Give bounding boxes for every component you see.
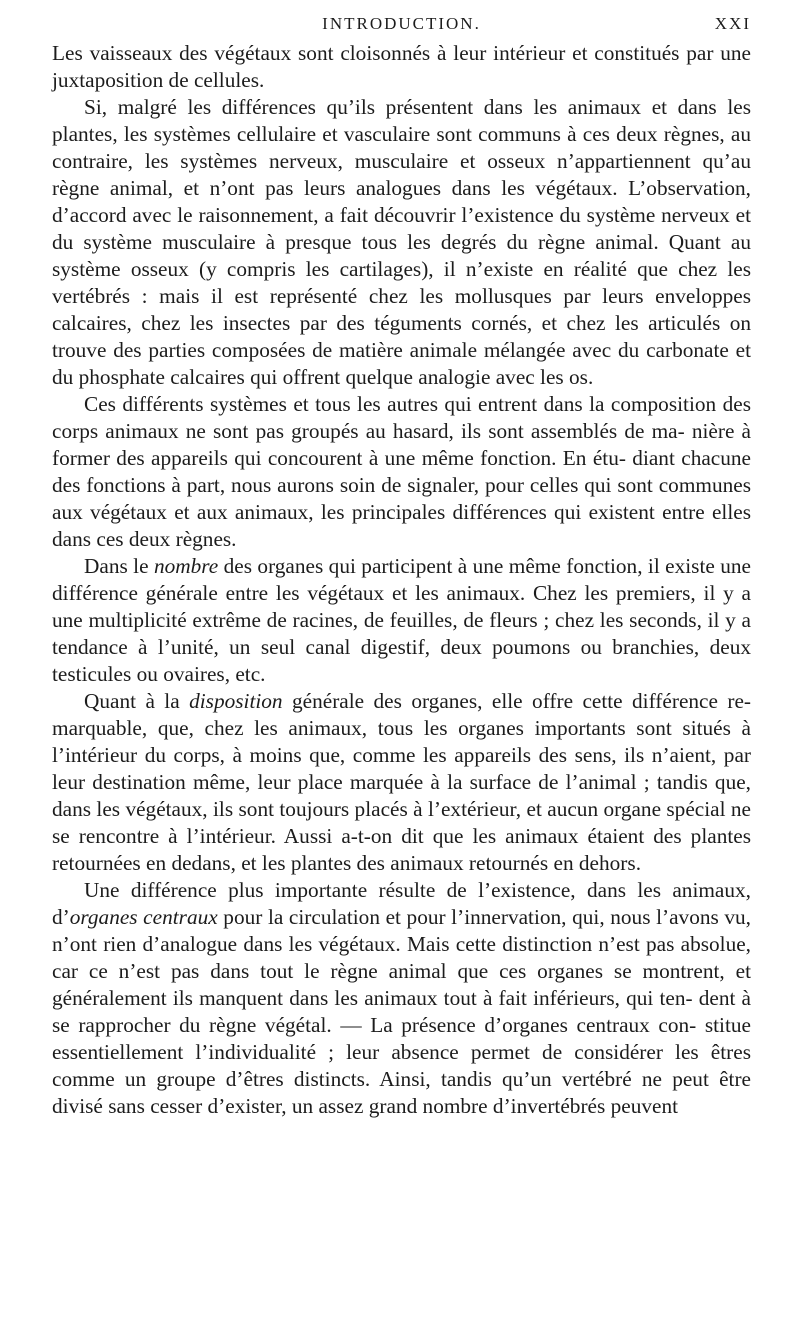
paragraph-1-lead: Les — [52, 41, 90, 65]
paragraph-4 — [52, 553, 751, 688]
paragraph-5-before: Quant à la — [84, 689, 190, 713]
paragraph-6-before: Une différence plus importante résulte de l’existence, dans les animaux, d’ — [52, 878, 751, 929]
paragraph-1-text: vaisseaux des végétaux sont cloisonnés à leur intérieur et constitués par une juxtaposition de cellules. — [52, 41, 752, 92]
paragraph-4-after: des organes qui participent à une même fonction, il existe une différence générale entre les végétaux et les animaux. Chez les premiers, il y a une multiplicité extrême de racines, de feuilles, de fleurs ; chez les seconds, il y a tendance à l’unité, un seul canal digestif, deux poumons ou branchies, deux testicules ou ovaires, etc. — [52, 554, 751, 686]
paragraph-4-before: Dans le — [84, 554, 154, 578]
paragraph-6-emphasis: organes centraux — [69, 905, 218, 929]
paragraph-5 — [52, 688, 751, 877]
paragraph-5-after: générale des organes, elle offre cette différence re- marquable, que, chez les animaux, tous les organes importants sont situés à l’intérieur du corps, à moins que, comme les appareils des sens, ils n’aient, par leur destination même, leur place marquée à la surface de l’animal ; tandis que, dans les végétaux, ils sont toujours placés à l’extérieur, et aucun organe spécial ne se rencontre à l’intérieur. Aussi a-t-on dit que les animaux étaient des plantes retournées en dedans, et les plantes des animaux retournés en dehors. — [52, 689, 751, 875]
paragraph-5-emphasis: disposition — [189, 689, 283, 713]
paragraph-6-after: pour la circulation et pour l’innervation, qui, nous l’avons vu, n’ont rien d’analogue dans les végétaux. Mais cette distinction n’est pas absolue, car ce n’est pas dans tout le règne animal que ces organes se montrent, et généralement ils manquent dans les animaux tout à fait inférieurs, qui ten- dent à se rapprocher du règne végétal. — La présence d’organes centraux con- stitue essentiellement l’individualité ; leur absence permet de considérer les êtres comme un groupe d’êtres distincts. Ainsi, tandis qu’un vertébré ne peut être divisé sans cesser d’exister, un assez grand nombre d’invertébrés peuvent — [52, 905, 752, 1118]
running-title: INTRODUCTION. — [322, 14, 481, 33]
paragraph-6 — [52, 877, 751, 1120]
paragraph-1 — [52, 40, 751, 94]
running-head — [52, 0, 751, 40]
page-number: XXI — [714, 14, 751, 33]
paragraph-2: Si, malgré les différences qu’ils présentent dans les animaux et dans les plantes, les systèmes cellulaire et vasculaire sont communs à ces deux règnes, au contraire, les systèmes nerveux, musculaire et osseux n’appartiennent qu’au règne animal, et n’ont pas leurs analogues dans les végétaux. L’observation, d’accord avec le raisonnement, a fait découvrir l’existence du système nerveux et du système musculaire à presque tous les degrés du règne animal. Quant au système osseux (y compris les cartilages), il n’existe en réalité que chez les vertébrés : mais il est représenté chez les mollusques par leurs enveloppes calcaires, chez les insectes par des téguments cornés, et chez les articulés on trouve des parties composées de matière animale mélangée avec du carbonate et du phosphate calcaires qui offrent quelque analogie avec les os. — [52, 95, 751, 389]
paragraph-4-emphasis: nombre — [153, 554, 219, 578]
paragraph-3: Ces différents systèmes et tous les autres qui entrent dans la composition des corps animaux ne sont pas groupés au hasard, ils sont assemblés de ma- nière à former des appareils qui concourent à une même fonction. En étu- diant chacune des fonctions à part, nous aurons soin de signaler, pour celles qui sont communes aux végétaux et aux animaux, les principales différences qui existent entre elles dans ces deux règnes. — [52, 392, 751, 551]
body-text — [52, 40, 751, 1120]
